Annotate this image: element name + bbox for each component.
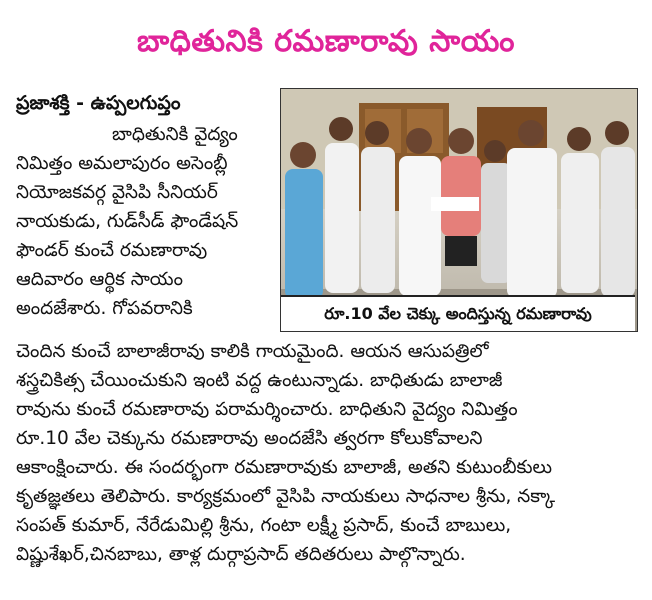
article-line: ఫౌండర్ కుంచే రమణారావు	[16, 240, 208, 261]
dateline: ప్రజాశక్తి - ఉప్పలగుప్తం	[16, 92, 181, 114]
article-column-narrow	[16, 120, 274, 323]
article-line: రావును కుంచే రమణారావు పరామర్శించారు. బాధితుని వైద్యం నిమిత్తం	[16, 399, 518, 420]
cheque	[431, 197, 479, 211]
article-line: బాధితునికి వైద్యం	[112, 124, 238, 145]
article-line: నిమిత్తం అమలాపురం అసెంబ్లీ	[16, 153, 228, 174]
article-line: శస్త్రచికిత్స చేయించుకుని ఇంటి వద్ద ఉంటున్నాడు. బాధితుడు బాలాజీ	[16, 370, 503, 391]
photo-caption: రూ.10 వేల చెక్కు అందిస్తున్న రమణారావు	[281, 295, 635, 331]
article-line: విష్ణుశేఖర్,చినబాబు, తాళ్ల దుర్గాప్రసాద్ తదితరులు పాల్గొన్నారు.	[16, 544, 466, 565]
article-line: చెందిన కుంచే బాలాజీరావు కాలికి గాయమైంది. ఆయన ఆసుపత్రిలో	[16, 341, 489, 362]
article-line: అందజేశారు. గోపవరానికి	[16, 298, 193, 319]
headline: బాధితునికి రమణారావు సాయం	[137, 24, 515, 59]
article-line: రూ.10 వేల చెక్కును రమణారావు అందజేసి త్వరగా కోలుకోవాలని	[16, 428, 483, 449]
article-column-wide	[16, 337, 638, 569]
article-line: ఆకాంక్షించారు. ఈ సందర్భంగా రమణారావుకు బాలాజీ, అతని కుటుంబీకులు	[16, 457, 553, 478]
article-line: నాయకుడు, గుడ్‌సీడ్ ఫౌండేషన్	[16, 211, 239, 232]
article-line: సంపత్ కుమార్, నేరేడుమిల్లి శ్రీను, గంటా లక్ష్మీ ప్రసాద్, కుంచే బాబులు,	[16, 515, 512, 536]
article-line: కృతజ్ఞతలు తెలిపారు. కార్యక్రమంలో వైసిపి నాయకులు సాధనాల శ్రీను, నక్కా	[16, 486, 556, 507]
article-line: ఆదివారం ఆర్థిక సాయం	[16, 269, 183, 290]
people	[285, 117, 635, 299]
article-line: నియోజకవర్గ వైసిపి సీనియర్	[16, 182, 218, 203]
